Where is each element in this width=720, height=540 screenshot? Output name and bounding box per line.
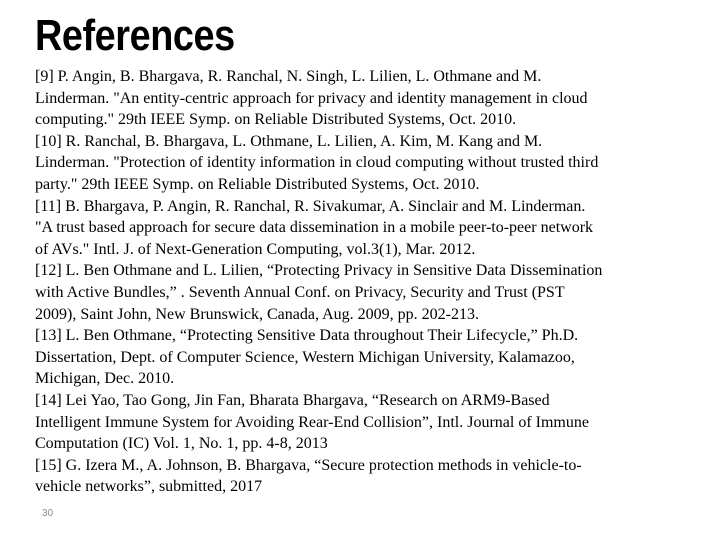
reference-line: party." 29th IEEE Symp. on Reliable Distributed Systems, Oct. 2010. bbox=[35, 175, 480, 193]
reference-line: [11] B. Bhargava, P. Angin, R. Ranchal, R. Sivakumar, A. Sinclair and M. Linderman. bbox=[35, 197, 586, 215]
reference-line: [12] L. Ben Othmane and L. Lilien, “Protecting Privacy in Sensitive Data Dissemination bbox=[35, 262, 603, 280]
reference-item-15 bbox=[35, 455, 685, 498]
slide-title: References bbox=[35, 11, 235, 60]
reference-line: vehicle networks”, submitted, 2017 bbox=[35, 478, 263, 496]
reference-list bbox=[35, 66, 685, 498]
reference-line: Linderman. "Protection of identity information in cloud computing without trusted third bbox=[35, 154, 599, 172]
reference-item-12 bbox=[35, 260, 685, 325]
reference-line: 2009), Saint John, New Brunswick, Canada, Aug. 2009, pp. 202-213. bbox=[35, 305, 479, 323]
reference-line: Michigan, Dec. 2010. bbox=[35, 370, 175, 388]
reference-line: [14] Lei Yao, Tao Gong, Jin Fan, Bharata Bhargava, “Research on ARM9-Based bbox=[35, 391, 550, 409]
reference-item-11 bbox=[35, 196, 685, 261]
reference-line: [10] R. Ranchal, B. Bhargava, L. Othmane, L. Lilien, A. Kim, M. Kang and M. bbox=[35, 132, 543, 150]
reference-line: computing." 29th IEEE Symp. on Reliable Distributed Systems, Oct. 2010. bbox=[35, 111, 517, 129]
reference-line: Intelligent Immune System for Avoiding Rear-End Collision”, Intl. Journal of Immune bbox=[35, 413, 589, 431]
reference-line: [13] L. Ben Othmane, “Protecting Sensitive Data throughout Their Lifecycle,” Ph.D. bbox=[35, 327, 579, 345]
reference-line: Computation (IC) Vol. 1, No. 1, pp. 4-8, 2013 bbox=[35, 435, 328, 453]
reference-line: of AVs." Intl. J. of Next-Generation Computing, vol.3(1), Mar. 2012. bbox=[35, 240, 476, 258]
reference-line: Linderman. "An entity-centric approach for privacy and identity management in cloud bbox=[35, 89, 588, 107]
reference-line: Dissertation, Dept. of Computer Science, Western Michigan University, Kalamazoo, bbox=[35, 348, 575, 366]
reference-item-10 bbox=[35, 131, 685, 196]
page-number: 30 bbox=[42, 508, 54, 519]
reference-item-9 bbox=[35, 66, 685, 131]
reference-line: "A trust based approach for secure data dissemination in a mobile peer-to-peer network bbox=[35, 219, 594, 237]
reference-line: with Active Bundles,” . Seventh Annual Conf. on Privacy, Security and Trust (PST bbox=[35, 283, 565, 301]
reference-line: [15] G. Izera M., A. Johnson, B. Bhargava, “Secure protection methods in vehicle-to- bbox=[35, 456, 582, 474]
reference-line: [9] P. Angin, B. Bhargava, R. Ranchal, N. Singh, L. Lilien, L. Othmane and M. bbox=[35, 68, 542, 85]
reference-item-14 bbox=[35, 390, 685, 455]
reference-item-13 bbox=[35, 325, 685, 390]
